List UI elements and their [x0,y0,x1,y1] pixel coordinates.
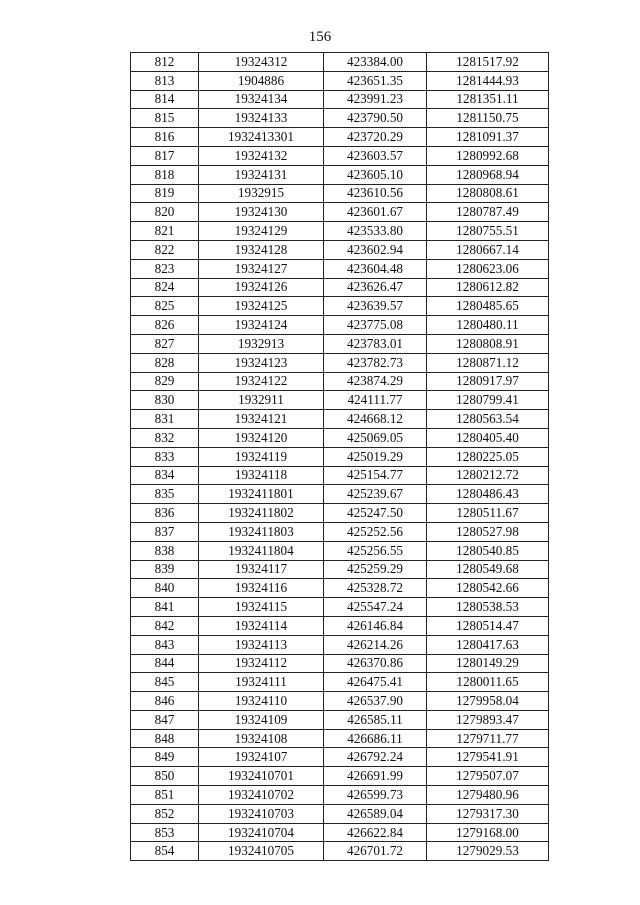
table-row [131,804,549,823]
point-number-cell: 812 [131,53,199,72]
table-row [131,654,549,673]
point-number-cell: 832 [131,428,199,447]
y-coordinate-cell: 1281150.75 [427,109,549,128]
point-id-cell: 19324125 [199,297,324,316]
y-coordinate-cell: 1280917.97 [427,372,549,391]
y-coordinate-cell: 1280212.72 [427,466,549,485]
point-id-cell: 19324109 [199,710,324,729]
point-number-cell: 849 [131,748,199,767]
y-coordinate-cell: 1279541.91 [427,748,549,767]
table-row [131,71,549,90]
table-row [131,541,549,560]
point-id-cell: 19324130 [199,203,324,222]
x-coordinate-cell: 425154.77 [324,466,427,485]
point-number-cell: 840 [131,579,199,598]
point-number-cell: 844 [131,654,199,673]
x-coordinate-cell: 423602.94 [324,240,427,259]
x-coordinate-cell: 423782.73 [324,353,427,372]
table-row [131,466,549,485]
y-coordinate-cell: 1280542.66 [427,579,549,598]
x-coordinate-cell: 426686.11 [324,729,427,748]
point-id-cell: 19324126 [199,278,324,297]
point-id-cell: 19324111 [199,673,324,692]
x-coordinate-cell: 426537.90 [324,692,427,711]
x-coordinate-cell: 425069.05 [324,428,427,447]
point-id-cell: 1932413301 [199,128,324,147]
point-id-cell: 19324113 [199,635,324,654]
point-id-cell: 19324117 [199,560,324,579]
y-coordinate-cell: 1280485.65 [427,297,549,316]
y-coordinate-cell: 1280486.43 [427,485,549,504]
y-coordinate-cell: 1281091.37 [427,128,549,147]
coordinates-table [130,52,549,861]
x-coordinate-cell: 423384.00 [324,53,427,72]
table-row [131,748,549,767]
point-id-cell: 1932911 [199,391,324,410]
point-number-cell: 836 [131,504,199,523]
y-coordinate-cell: 1281351.11 [427,90,549,109]
point-id-cell: 19324131 [199,165,324,184]
point-id-cell: 1904886 [199,71,324,90]
x-coordinate-cell: 423651.35 [324,71,427,90]
point-id-cell: 1932410702 [199,786,324,805]
y-coordinate-cell: 1280871.12 [427,353,549,372]
point-number-cell: 838 [131,541,199,560]
point-id-cell: 1932411804 [199,541,324,560]
table-row [131,729,549,748]
point-number-cell: 824 [131,278,199,297]
x-coordinate-cell: 425247.50 [324,504,427,523]
point-id-cell: 19324122 [199,372,324,391]
point-id-cell: 1932410704 [199,823,324,842]
y-coordinate-cell: 1280563.54 [427,410,549,429]
x-coordinate-cell: 426589.04 [324,804,427,823]
x-coordinate-cell: 423533.80 [324,222,427,241]
point-number-cell: 834 [131,466,199,485]
table-row [131,598,549,617]
point-id-cell: 19324124 [199,316,324,335]
x-coordinate-cell: 423783.01 [324,334,427,353]
table-row [131,391,549,410]
table-row [131,316,549,335]
y-coordinate-cell: 1280755.51 [427,222,549,241]
point-number-cell: 837 [131,522,199,541]
point-id-cell: 19324134 [199,90,324,109]
table-row [131,128,549,147]
point-id-cell: 1932411802 [199,504,324,523]
y-coordinate-cell: 1280968.94 [427,165,549,184]
point-number-cell: 821 [131,222,199,241]
point-id-cell: 1932410705 [199,842,324,861]
table-row [131,842,549,861]
point-number-cell: 817 [131,146,199,165]
point-id-cell: 19324114 [199,616,324,635]
x-coordinate-cell: 425547.24 [324,598,427,617]
y-coordinate-cell: 1280787.49 [427,203,549,222]
table-row [131,297,549,316]
point-number-cell: 843 [131,635,199,654]
y-coordinate-cell: 1280514.47 [427,616,549,635]
x-coordinate-cell: 425256.55 [324,541,427,560]
point-number-cell: 825 [131,297,199,316]
point-number-cell: 814 [131,90,199,109]
point-number-cell: 823 [131,259,199,278]
y-coordinate-cell: 1279317.30 [427,804,549,823]
point-id-cell: 19324107 [199,748,324,767]
y-coordinate-cell: 1280149.29 [427,654,549,673]
x-coordinate-cell: 423604.48 [324,259,427,278]
point-number-cell: 839 [131,560,199,579]
point-number-cell: 848 [131,729,199,748]
point-number-cell: 827 [131,334,199,353]
point-id-cell: 19324128 [199,240,324,259]
point-id-cell: 1932913 [199,334,324,353]
point-number-cell: 813 [131,71,199,90]
point-number-cell: 854 [131,842,199,861]
table-row [131,710,549,729]
point-id-cell: 19324110 [199,692,324,711]
point-number-cell: 819 [131,184,199,203]
y-coordinate-cell: 1280417.63 [427,635,549,654]
y-coordinate-cell: 1280540.85 [427,541,549,560]
point-number-cell: 831 [131,410,199,429]
x-coordinate-cell: 423626.47 [324,278,427,297]
coordinates-table-body [131,53,549,861]
point-number-cell: 818 [131,165,199,184]
point-number-cell: 846 [131,692,199,711]
table-row [131,353,549,372]
x-coordinate-cell: 426701.72 [324,842,427,861]
table-row [131,428,549,447]
point-id-cell: 19324312 [199,53,324,72]
table-row [131,372,549,391]
point-id-cell: 19324115 [199,598,324,617]
table-row [131,109,549,128]
table-row [131,222,549,241]
y-coordinate-cell: 1280799.41 [427,391,549,410]
table-row [131,579,549,598]
point-number-cell: 845 [131,673,199,692]
y-coordinate-cell: 1280511.67 [427,504,549,523]
x-coordinate-cell: 426792.24 [324,748,427,767]
table-row [131,278,549,297]
x-coordinate-cell: 426370.86 [324,654,427,673]
point-number-cell: 822 [131,240,199,259]
x-coordinate-cell: 426475.41 [324,673,427,692]
x-coordinate-cell: 423775.08 [324,316,427,335]
point-id-cell: 19324133 [199,109,324,128]
point-number-cell: 828 [131,353,199,372]
x-coordinate-cell: 425239.67 [324,485,427,504]
y-coordinate-cell: 1280480.11 [427,316,549,335]
x-coordinate-cell: 423790.50 [324,109,427,128]
point-id-cell: 1932410703 [199,804,324,823]
x-coordinate-cell: 426214.26 [324,635,427,654]
point-number-cell: 847 [131,710,199,729]
table-row [131,259,549,278]
point-number-cell: 842 [131,616,199,635]
y-coordinate-cell: 1279958.04 [427,692,549,711]
point-number-cell: 815 [131,109,199,128]
point-number-cell: 829 [131,372,199,391]
x-coordinate-cell: 424668.12 [324,410,427,429]
x-coordinate-cell: 423720.29 [324,128,427,147]
point-number-cell: 830 [131,391,199,410]
y-coordinate-cell: 1280549.68 [427,560,549,579]
point-number-cell: 852 [131,804,199,823]
y-coordinate-cell: 1280612.82 [427,278,549,297]
table-row [131,786,549,805]
y-coordinate-cell: 1280527.98 [427,522,549,541]
x-coordinate-cell: 423603.57 [324,146,427,165]
table-row [131,673,549,692]
y-coordinate-cell: 1279480.96 [427,786,549,805]
point-id-cell: 19324116 [199,579,324,598]
x-coordinate-cell: 425259.29 [324,560,427,579]
point-id-cell: 19324129 [199,222,324,241]
point-id-cell: 19324108 [199,729,324,748]
point-id-cell: 19324119 [199,447,324,466]
point-number-cell: 833 [131,447,199,466]
x-coordinate-cell: 424111.77 [324,391,427,410]
x-coordinate-cell: 426622.84 [324,823,427,842]
y-coordinate-cell: 1280808.61 [427,184,549,203]
x-coordinate-cell: 423991.23 [324,90,427,109]
y-coordinate-cell: 1279711.77 [427,729,549,748]
x-coordinate-cell: 423874.29 [324,372,427,391]
table-row [131,165,549,184]
table-row [131,146,549,165]
table-row [131,560,549,579]
point-id-cell: 19324118 [199,466,324,485]
table-row [131,616,549,635]
x-coordinate-cell: 423601.67 [324,203,427,222]
point-number-cell: 841 [131,598,199,617]
x-coordinate-cell: 423605.10 [324,165,427,184]
point-number-cell: 850 [131,767,199,786]
point-id-cell: 1932915 [199,184,324,203]
x-coordinate-cell: 426146.84 [324,616,427,635]
table-row [131,203,549,222]
point-number-cell: 820 [131,203,199,222]
point-number-cell: 826 [131,316,199,335]
point-number-cell: 816 [131,128,199,147]
page-number: 156 [308,29,332,45]
point-number-cell: 851 [131,786,199,805]
x-coordinate-cell: 425252.56 [324,522,427,541]
y-coordinate-cell: 1280405.40 [427,428,549,447]
table-row [131,635,549,654]
y-coordinate-cell: 1279168.00 [427,823,549,842]
point-id-cell: 19324132 [199,146,324,165]
point-id-cell: 1932411801 [199,485,324,504]
point-id-cell: 1932411803 [199,522,324,541]
y-coordinate-cell: 1281517.92 [427,53,549,72]
table-row [131,90,549,109]
x-coordinate-cell: 426691.99 [324,767,427,786]
table-row [131,410,549,429]
table-row [131,184,549,203]
point-id-cell: 19324121 [199,410,324,429]
table-row [131,240,549,259]
point-number-cell: 853 [131,823,199,842]
table-row [131,334,549,353]
point-id-cell: 19324123 [199,353,324,372]
x-coordinate-cell: 423639.57 [324,297,427,316]
y-coordinate-cell: 1280667.14 [427,240,549,259]
y-coordinate-cell: 1280808.91 [427,334,549,353]
y-coordinate-cell: 1279029.53 [427,842,549,861]
table-row [131,767,549,786]
table-row [131,522,549,541]
point-id-cell: 19324112 [199,654,324,673]
y-coordinate-cell: 1281444.93 [427,71,549,90]
table-row [131,447,549,466]
y-coordinate-cell: 1280992.68 [427,146,549,165]
point-id-cell: 19324120 [199,428,324,447]
y-coordinate-cell: 1279507.07 [427,767,549,786]
table-row [131,504,549,523]
y-coordinate-cell: 1279893.47 [427,710,549,729]
y-coordinate-cell: 1280623.06 [427,259,549,278]
table-row [131,823,549,842]
point-number-cell: 835 [131,485,199,504]
x-coordinate-cell: 426599.73 [324,786,427,805]
x-coordinate-cell: 425328.72 [324,579,427,598]
table-row [131,53,549,72]
table-row [131,485,549,504]
x-coordinate-cell: 426585.11 [324,710,427,729]
x-coordinate-cell: 423610.56 [324,184,427,203]
x-coordinate-cell: 425019.29 [324,447,427,466]
table-row [131,692,549,711]
y-coordinate-cell: 1280225.05 [427,447,549,466]
point-id-cell: 1932410701 [199,767,324,786]
point-id-cell: 19324127 [199,259,324,278]
y-coordinate-cell: 1280011.65 [427,673,549,692]
y-coordinate-cell: 1280538.53 [427,598,549,617]
